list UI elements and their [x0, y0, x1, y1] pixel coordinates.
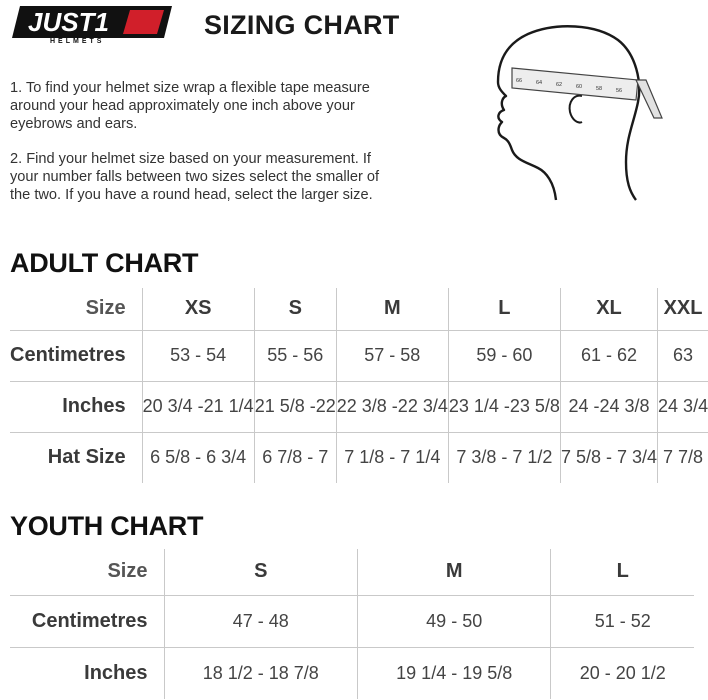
table-cell: 63: [658, 330, 708, 381]
table-cell: 57 - 58: [336, 330, 448, 381]
table-cell: 20 3/4 -21 1/4: [142, 381, 254, 432]
table-cell: 7 3/8 - 7 1/2: [448, 432, 560, 483]
youth-size-table: [10, 549, 694, 699]
row-label: Inches: [10, 381, 142, 432]
table-cell: 20 - 20 1/2: [551, 647, 694, 699]
size-header: XS: [142, 288, 254, 330]
size-header: M: [336, 288, 448, 330]
table-cell: 51 - 52: [551, 595, 694, 647]
table-cell: 61 - 62: [560, 330, 657, 381]
svg-text:58: 58: [596, 86, 603, 92]
table-header-row: [10, 549, 694, 595]
size-header: M: [357, 549, 550, 595]
size-header: S: [254, 288, 336, 330]
table-cell: 55 - 56: [254, 330, 336, 381]
row-label: Size: [85, 297, 126, 320]
just1-logo: [6, 4, 174, 44]
table-cell: 6 7/8 - 7: [254, 432, 336, 483]
size-header: L: [448, 288, 560, 330]
page-title: SIZING CHART: [204, 10, 400, 40]
table-row: [10, 647, 694, 699]
svg-text:56: 56: [616, 88, 623, 94]
svg-text:60: 60: [576, 84, 583, 90]
table-cell: 7 5/8 - 7 3/4: [560, 432, 657, 483]
adult-chart-title: ADULT CHART: [10, 248, 199, 278]
adult-size-table: [10, 288, 708, 483]
table-cell: 53 - 54: [142, 330, 254, 381]
row-label: Size: [107, 560, 148, 583]
table-cell: 6 5/8 - 6 3/4: [142, 432, 254, 483]
table-cell: 59 - 60: [448, 330, 560, 381]
size-header: L: [551, 549, 694, 595]
row-label: Hat Size: [10, 432, 142, 483]
table-cell: 7 7/8: [658, 432, 708, 483]
instruction-1: 1. To find your helmet size wrap a flexible tape measure around your head approximately one inch above your eyebrows and ears.: [10, 80, 370, 132]
table-cell: 23 1/4 -23 5/8: [448, 381, 560, 432]
instruction-2: 2. Find your helmet size based on your measurement. If your number falls between two sizes select the smaller of the two. If you have a round head, select the larger size.: [10, 151, 380, 203]
table-cell: 47 - 48: [164, 595, 357, 647]
logo-text: JUST1: [28, 7, 109, 37]
size-header: XL: [560, 288, 657, 330]
youth-chart-title: YOUTH CHART: [10, 511, 204, 541]
table-cell: 18 1/2 - 18 7/8: [164, 647, 357, 699]
table-cell: 21 5/8 -22: [254, 381, 336, 432]
row-label: Inches: [10, 647, 164, 699]
table-row: [10, 330, 708, 381]
table-row: [10, 381, 708, 432]
logo-subtext: HELMETS: [50, 38, 105, 45]
table-row: [10, 432, 708, 483]
size-header: S: [164, 549, 357, 595]
table-cell: 49 - 50: [357, 595, 550, 647]
table-cell: 24 3/4: [658, 381, 708, 432]
row-label: Centimetres: [10, 595, 164, 647]
table-header-row: [10, 288, 708, 330]
row-label: Centimetres: [10, 330, 142, 381]
table-cell: 22 3/8 -22 3/4: [336, 381, 448, 432]
svg-text:62: 62: [556, 82, 563, 88]
head-measurement-icon: [486, 22, 676, 202]
table-row: [10, 595, 694, 647]
svg-text:64: 64: [536, 80, 543, 86]
table-cell: 7 1/8 - 7 1/4: [336, 432, 448, 483]
size-header: XXL: [658, 288, 708, 330]
table-cell: 19 1/4 - 19 5/8: [357, 647, 550, 699]
table-cell: 24 -24 3/8: [560, 381, 657, 432]
svg-text:66: 66: [516, 78, 523, 84]
